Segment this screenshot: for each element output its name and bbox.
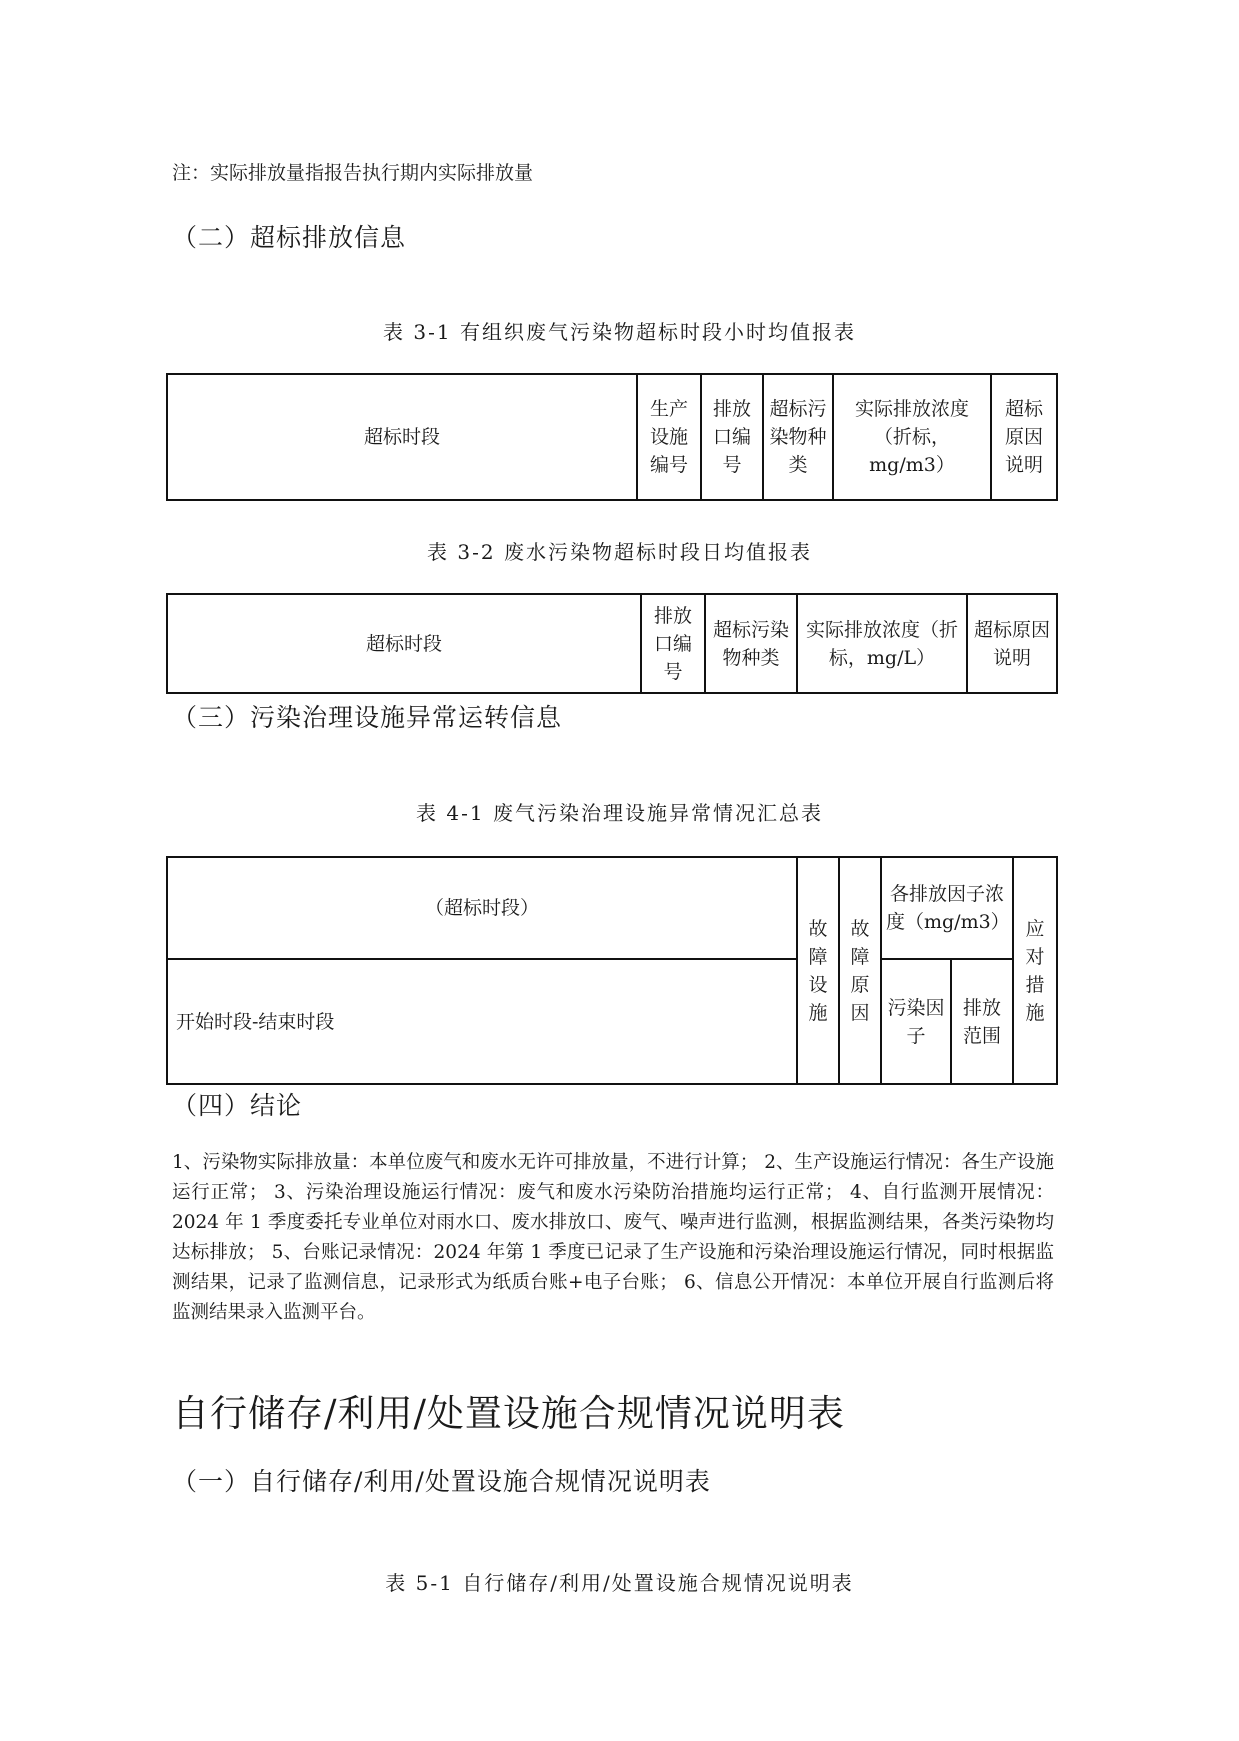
header-reason: 超标原因说明 bbox=[991, 374, 1057, 500]
main-heading: 自行储存/利用/处置设施合规情况说明表 bbox=[172, 1392, 845, 1435]
header-period: 超标时段 bbox=[167, 374, 637, 500]
section-title-4: （四）结论 bbox=[172, 1091, 303, 1120]
note-text: 注：实际排放量指报告执行期内实际排放量 bbox=[172, 162, 534, 184]
period-header: （超标时段） bbox=[167, 857, 797, 959]
pollutant-factor-header: 污染因子 bbox=[881, 959, 951, 1084]
header-reason: 超标原因说明 bbox=[967, 594, 1057, 693]
table-3-1 bbox=[166, 373, 1058, 501]
concentration-header: 各排放因子浓度（mg/m3） bbox=[881, 857, 1013, 959]
header-outlet-id: 排放口编号 bbox=[641, 594, 705, 693]
fault-facility-header: 故障设施 bbox=[797, 857, 839, 1084]
measures-header: 应对措施 bbox=[1013, 857, 1057, 1084]
section-title-2: （二）超标排放信息 bbox=[172, 223, 407, 252]
section-title-3: （三）污染治理设施异常运转信息 bbox=[172, 703, 563, 732]
table-4-1-caption: 表 4-1 废气污染治理设施异常情况汇总表 bbox=[416, 801, 823, 825]
table-3-1-caption: 表 3-1 有组织废气污染物超标时段小时均值报表 bbox=[383, 320, 856, 344]
header-facility-id: 生产设施编号 bbox=[637, 374, 701, 500]
period-value: 开始时段-结束时段 bbox=[167, 959, 797, 1084]
table-4-1 bbox=[166, 856, 1058, 1085]
section-title-1: （一）自行储存/利用/处置设施合规情况说明表 bbox=[172, 1467, 711, 1496]
header-pollutant-type: 超标污染物种类 bbox=[705, 594, 797, 693]
conclusion-paragraph: 1、污染物实际排放量：本单位废气和废水无许可排放量，不进行计算； 2、生产设施运行情况：各生产设施运行正常； 3、污染治理设施运行情况：废气和废水污染防治措施均运行正常； 4、自行监测开展情况：2024 年 1 季度委托专业单位对雨水口、废水排放口、废气、噪声进行监测，根据监测结果，各类污染物均达标排放； 5、台账记录情况：2024 年第 1 季度已记录了生产设施和污染治理设施运行情况，同时根据监测结果，记录了监测信息，记录形式为纸质台账+电子台账； 6、信息公开情况：本单位开展自行监测后将监测结果录入监测平台。 bbox=[172, 1152, 1054, 1323]
header-outlet-id: 排放口编号 bbox=[701, 374, 763, 500]
table-3-2 bbox=[166, 593, 1058, 694]
fault-reason-header: 故障原因 bbox=[839, 857, 881, 1084]
emission-range-header: 排放范围 bbox=[951, 959, 1013, 1084]
header-pollutant-type: 超标污染物种类 bbox=[763, 374, 833, 500]
header-period: 超标时段 bbox=[167, 594, 641, 693]
table-5-1-caption: 表 5-1 自行储存/利用/处置设施合规情况说明表 bbox=[385, 1571, 854, 1595]
header-concentration: 实际排放浓度（折标，mg/L） bbox=[797, 594, 967, 693]
header-concentration: 实际排放浓度（折标，mg/m3） bbox=[833, 374, 991, 500]
table-3-2-caption: 表 3-2 废水污染物超标时段日均值报表 bbox=[427, 540, 812, 564]
